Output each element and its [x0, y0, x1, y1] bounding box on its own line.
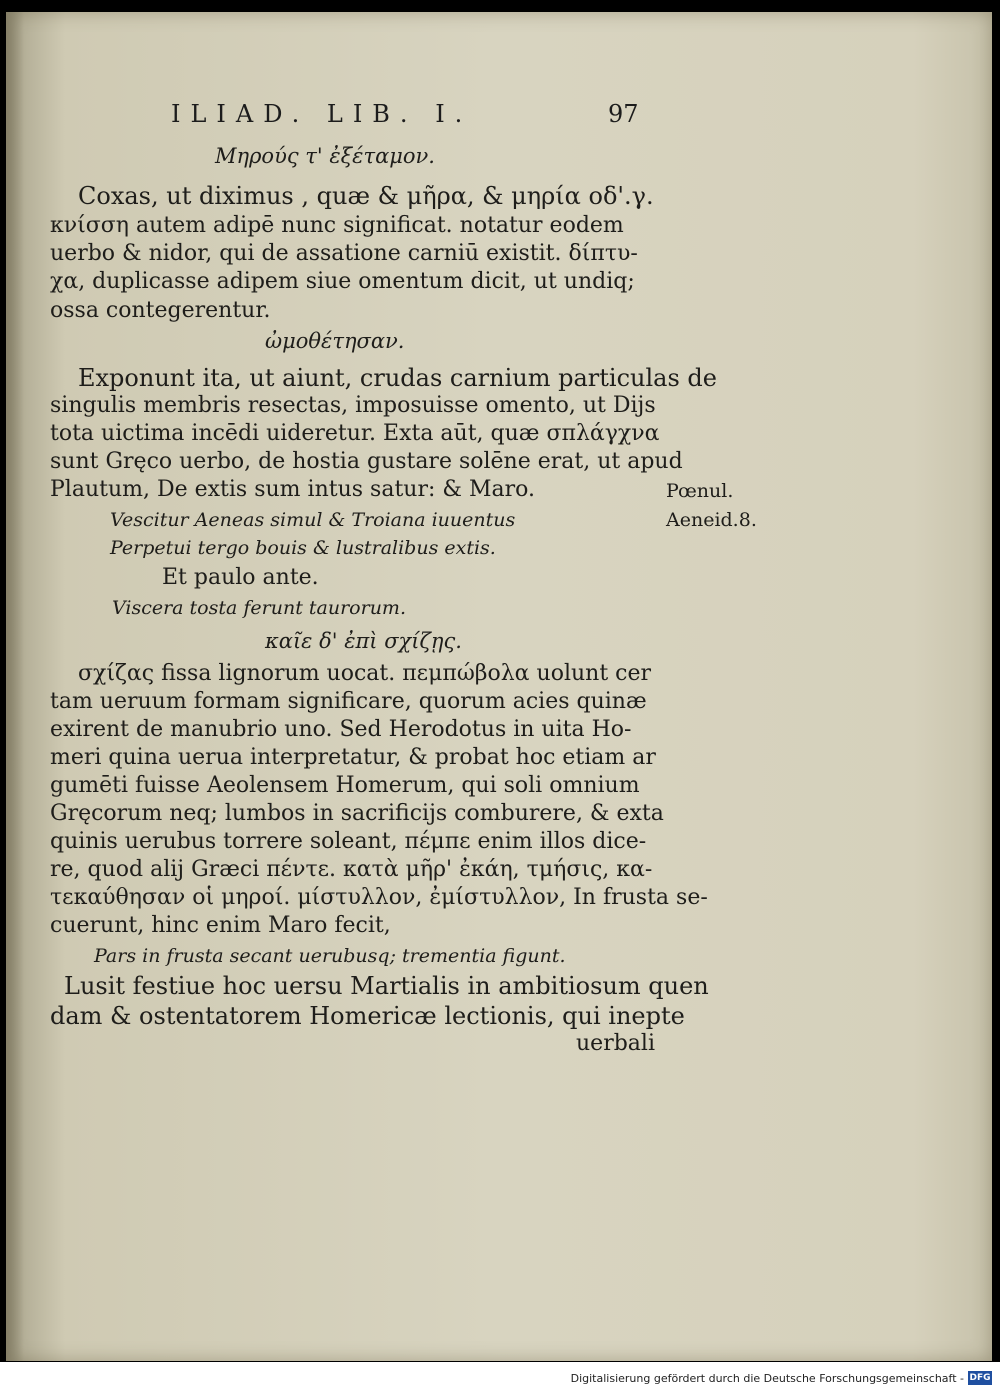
text-line: uerbali	[576, 1031, 655, 1056]
lemma-heading: ὠμοθέτησαν.	[265, 329, 405, 353]
footer-credit: Digitalisierung gefördert durch die Deutsche Forschungsgemeinschaft -	[570, 1372, 964, 1385]
lemma-heading: Μηρούς τ' ἐξέταμον.	[215, 144, 435, 168]
text-line: gumēti fuisse Aeolensem Homerum, qui soli omnium	[50, 773, 640, 798]
text-line: sunt Gręco uerbo, de hostia gustare solēne erat, ut apud	[50, 449, 683, 474]
text-line: dam & ostentatorem Homericæ lectionis, qui inepte	[50, 1002, 685, 1030]
text-line: σχίζας fissa lignorum uocat. πεμπώβολα uolunt cer	[78, 661, 652, 686]
running-title: ILIAD. LIB. I.	[171, 100, 473, 128]
text-line: quinis uerubus torrere soleant, πέμπε enim illos dice-	[50, 829, 647, 854]
text-line: exirent de manubrio uno. Sed Herodotus in uita Ho-	[50, 717, 632, 742]
text-line: uerbo & nidor, qui de assatione carniū existit. δίπτυ-	[50, 241, 638, 266]
verse-quotation: Perpetui tergo bouis & lustralibus extis.	[110, 537, 496, 559]
marginal-note: Pœnul.	[666, 480, 734, 502]
text-line: Plautum, De extis sum intus satur: & Maro.	[50, 477, 535, 502]
dfg-logo-icon: DFG	[969, 1373, 991, 1383]
lemma-heading: καῖε δ' ἐπὶ σχίζῃς.	[265, 629, 462, 653]
text-line: tam ueruum formam significare, quorum acies quinæ	[50, 689, 647, 714]
text-line: meri quina uerua interpretatur, & probat hoc etiam ar	[50, 745, 656, 770]
verse-quotation: Viscera tosta ferunt taurorum.	[112, 597, 406, 619]
book-page	[6, 12, 992, 1361]
text-line: Exponunt ita, ut aiunt, crudas carnium particulas de	[78, 364, 717, 392]
page-gutter-shadow	[6, 12, 24, 1361]
text-line: re, quod alij Græci πέντε. κατὰ μῆρ' ἐκάη, τμήσις, κα-	[50, 857, 653, 882]
verse-quotation: Vescitur Aeneas simul & Troiana iuuentus	[110, 509, 516, 531]
footer-bar	[0, 1362, 1000, 1397]
text-line: Et paulo ante.	[162, 565, 319, 590]
text-line: Gręcorum neq; lumbos in sacrificijs comburere, & exta	[50, 801, 664, 826]
page-number: 97	[608, 100, 639, 128]
marginal-note: Aeneid.8.	[666, 509, 757, 531]
text-line: ossa contegerentur.	[50, 298, 271, 323]
text-line: χα, duplicasse adipem siue omentum dicit, ut undiq;	[50, 269, 635, 294]
text-line: τεκαύθησαν οἱ μηροί. μίστυλλον, ἐμίστυλλον, In frusta se-	[50, 885, 708, 910]
text-line: singulis membris resectas, imposuisse omento, ut Dijs	[50, 393, 656, 418]
text-line: κνίσση autem adipē nunc significat. notatur eodem	[50, 213, 624, 238]
text-line: tota uictima incēdi uideretur. Exta aūt, quæ σπλάγχνα	[50, 421, 660, 446]
text-line: Lusit festiue hoc uersu Martialis in ambitiosum quen	[64, 972, 709, 1000]
text-line: Coxas, ut diximus , quæ & μῆρα, & μηρία οδ'.γ.	[78, 182, 654, 210]
text-line: cuerunt, hinc enim Maro fecit,	[50, 913, 391, 938]
verse-quotation: Pars in frusta secant uerubusq; trementia figunt.	[94, 945, 566, 967]
